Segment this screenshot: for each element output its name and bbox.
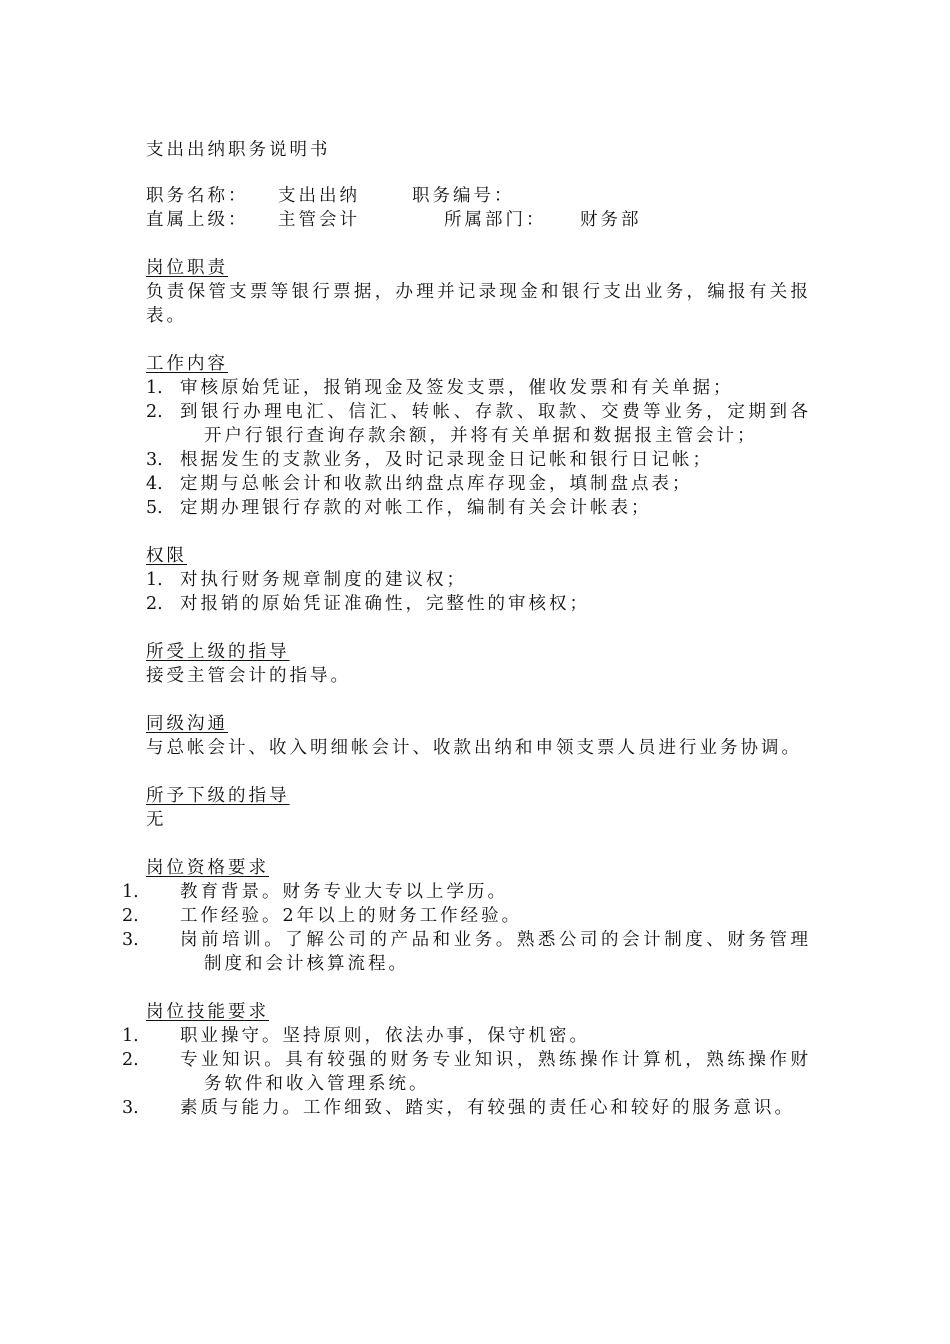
superior-label: 直属上级： [146,210,249,230]
position-code-label: 职务编号： [412,186,515,206]
item-text: 岗前培训。了解公司的产品和业务。熟悉公司的会计制度、财务管理制度和会计核算流程。 [180,930,811,974]
section-subordinate-guidance [146,784,811,832]
list-item: 1. 教育背景。财务专业大专以上学历。 [122,882,508,902]
item-number: 2. [146,594,163,614]
list-item [146,400,811,448]
section-peer-communication [146,712,811,760]
list-item: 2. 专业知识。具有较强的财务专业知识，熟练操作计算机，熟练操作财务软件和收入管理系统。 [122,1050,811,1094]
item-text: 根据发生的支款业务，及时记录现金日记帐和银行日记帐； [180,450,713,470]
peer-communication-text: 与总帐会计、收入明细帐会计、收款出纳和申领支票人员进行业务协调。 [146,738,802,758]
section-heading: 同级沟通 [146,714,228,734]
superior-guidance-text: 接受主管会计的指导。 [146,666,351,686]
item-text: 教育背景。财务专业大专以上学历。 [180,882,508,902]
position-name-label: 职务名称： [146,186,249,206]
item-number: 1. [146,570,163,590]
section-qualifications [122,856,811,976]
section-duties [146,256,811,328]
item-text: 对执行财务规章制度的建议权； [180,570,467,590]
item-text: 职业操守。坚持原则，依法办事，保守机密。 [180,1026,590,1046]
list-item [146,448,811,472]
position-name-value: 支出出纳 [278,186,360,206]
item-text: 专业知识。具有较强的财务专业知识，熟练操作计算机，熟练操作财务软件和收入管理系统。 [180,1050,811,1094]
list-item [146,592,811,616]
list-item: 3. 素质与能力。工作细致、踏实，有较强的责任心和较好的服务意识。 [122,1098,795,1118]
section-skills [122,1000,811,1120]
item-text: 定期与总帐会计和收款出纳盘点库存现金，填制盘点表； [180,474,693,494]
item-text: 工作经验。2年以上的财务工作经验。 [180,906,523,926]
list-item [146,568,811,592]
item-text: 定期办理银行存款的对帐工作，编制有关会计帐表； [180,498,652,518]
section-heading: 所受上级的指导 [146,642,290,662]
job-info-row-2 [146,208,811,232]
department-label: 所属部门： [444,210,547,230]
list-item: 3. 岗前培训。了解公司的产品和业务。熟悉公司的会计制度、财务管理制度和会计核算流程。 [122,930,811,974]
document-title: 支出出纳职务说明书 [146,140,331,160]
list-item: 2. 工作经验。2年以上的财务工作经验。 [122,906,523,926]
item-number: 4. [146,474,163,494]
section-heading: 所予下级的指导 [146,786,290,806]
section-heading: 工作内容 [146,354,228,374]
subordinate-guidance-text: 无 [146,810,167,830]
job-info [146,184,811,232]
list-item [146,376,811,400]
list-item [146,472,811,496]
list-item: 1. 职业操守。坚持原则，依法办事，保守机密。 [122,1026,590,1046]
section-heading: 岗位技能要求 [146,1002,269,1022]
item-text: 对报销的原始凭证准确性，完整性的审核权； [180,594,590,614]
item-number: 3. [146,450,163,470]
superior-value: 主管会计 [278,210,360,230]
item-number: 2. [146,402,163,422]
duties-text: 负责保管支票等银行票据，办理并记录现金和银行支出业务，编报有关报表。 [146,282,811,326]
department-value: 财务部 [580,210,642,230]
item-text: 素质与能力。工作细致、踏实，有较强的责任心和较好的服务意识。 [180,1098,795,1118]
document-page [122,138,811,1120]
section-heading: 岗位职责 [146,258,228,278]
section-heading: 岗位资格要求 [146,858,269,878]
section-authority [146,544,811,616]
section-superior-guidance [146,640,811,688]
item-number: 5. [146,498,163,518]
list-item [146,496,811,520]
item-text: 到银行办理电汇、信汇、转帐、存款、取款、交费等业务，定期到各开户行银行查询存款余额，并将有关单据和数据报主管会计； [180,402,811,446]
section-work-content [146,352,811,520]
item-number: 1. [146,378,163,398]
qualifications-list [122,880,811,976]
authority-list [146,568,811,616]
section-heading: 权限 [146,546,187,566]
work-content-list [146,376,811,520]
job-info-row-1 [146,184,811,208]
skills-list [122,1024,811,1120]
item-text: 审核原始凭证，报销现金及签发支票，催收发票和有关单据； [180,378,734,398]
